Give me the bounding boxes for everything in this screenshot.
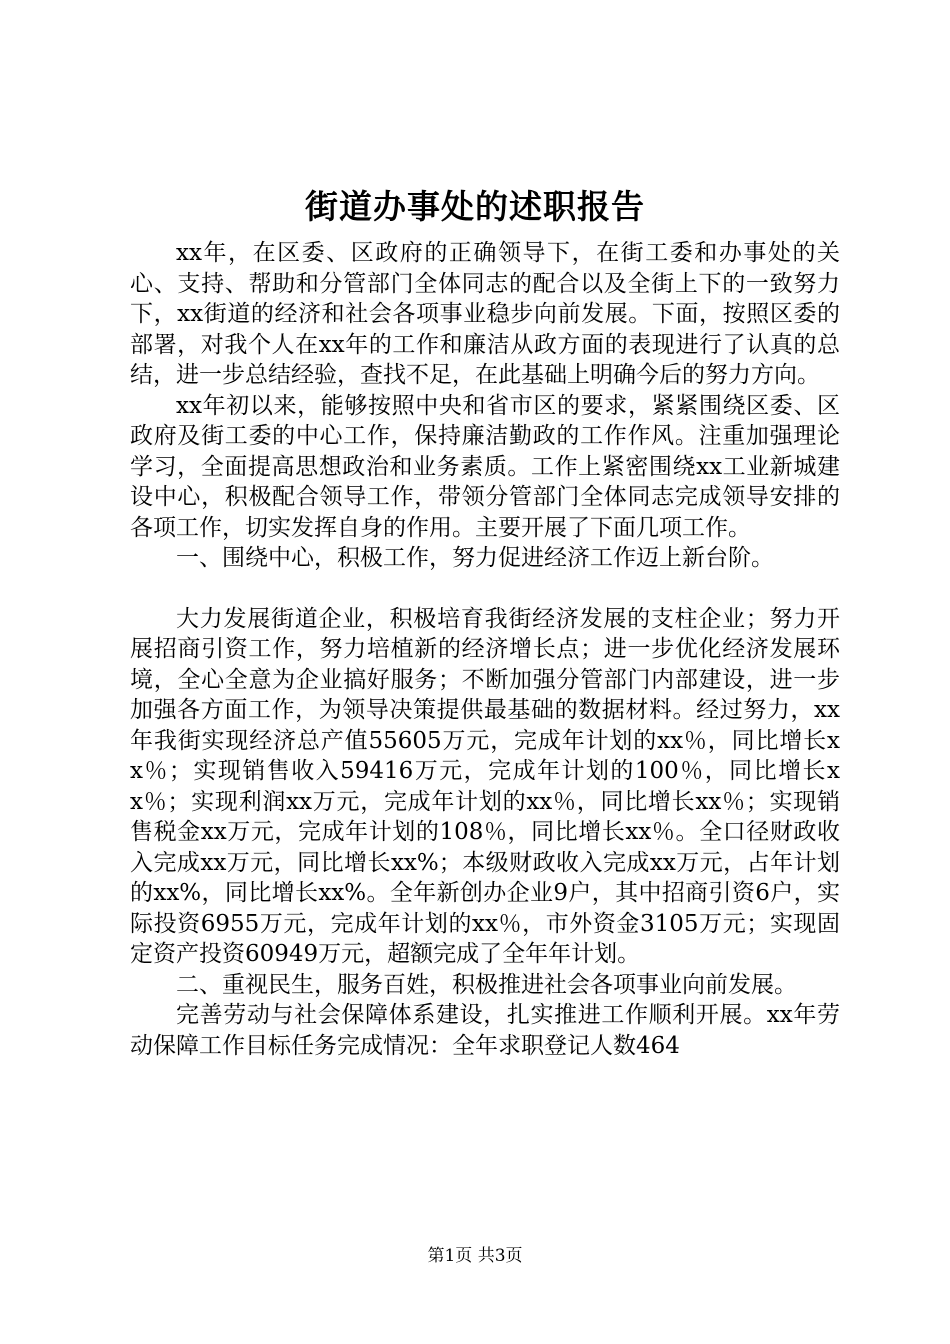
section-heading-1: 一、围绕中心，积极工作，努力促进经济工作迈上新台阶。 — [176, 545, 774, 571]
paragraph-intro: xx年，在区委、区政府的正确领导下，在街工委和办事处的关心、支持、帮助和分管部门全体同志的配合以及全街上下的一致努力下，xx街道的经济和社会各项事业稳步向前发展。下面，按照区委的部署，对我个人在xx年的工作和廉洁从政方面的表现进行了认真的总结，进一步总结经验，查找不足，在此基础上明确今后的努力方向。 — [130, 240, 840, 388]
paragraph-labor: 完善劳动与社会保障体系建设，扎实推进工作顺利开展。xx年劳动保障工作目标任务完成情况：全年求职登记人数464 — [130, 1002, 840, 1059]
section-heading-2: 二、重视民生，服务百姓，积极推进社会各项事业向前发展。 — [176, 971, 797, 998]
document-body — [130, 238, 840, 1061]
page-footer: 第1页 共3页 — [427, 1246, 523, 1266]
document-title: 街道办事处的述职报告 — [305, 187, 645, 226]
paragraph-overview: xx年初以来，能够按照中央和省市区的要求，紧紧围绕区委、区政府及街工委的中心工作，保持廉洁勤政的工作作风。注重加强理论学习，全面提高思想政治和业务素质。工作上紧密围绕xx工业新城建设中心，积极配合领导工作，带领分管部门全体同志完成领导安排的各项工作，切实发挥自身的作用。主要开展了下面几项工作。 — [130, 392, 840, 541]
paragraph-economy: 大力发展街道企业，积极培育我街经济发展的支柱企业；努力开展招商引资工作，努力培植新的经济增长点；进一步优化经济发展环境，全心全意为企业搞好服务；不断加强分管部门内部建设，进一步加强各方面工作，为领导决策提供最基础的数据材料。经过努力，xx年我街实现经济总产值55605万元，完成年计划的xx％，同比增长xx％；实现销售收入59416万元，完成年计划的100％，同比增长xx％；实现利润xx万元，完成年计划的xx％，同比增长xx％；实现销售税金xx万元，完成年计划的108％，同比增长xx％。全口径财政收入完成xx万元，同比增长xx%；本级财政收入完成xx万元，占年计划的xx%，同比增长xx%。全年新创办企业9户，其中招商引资6户，实际投资6955万元，完成年计划的xx％，市外资金3105万元；实现固定资产投资60949万元，超额完成了全年年计划。 — [130, 605, 840, 967]
